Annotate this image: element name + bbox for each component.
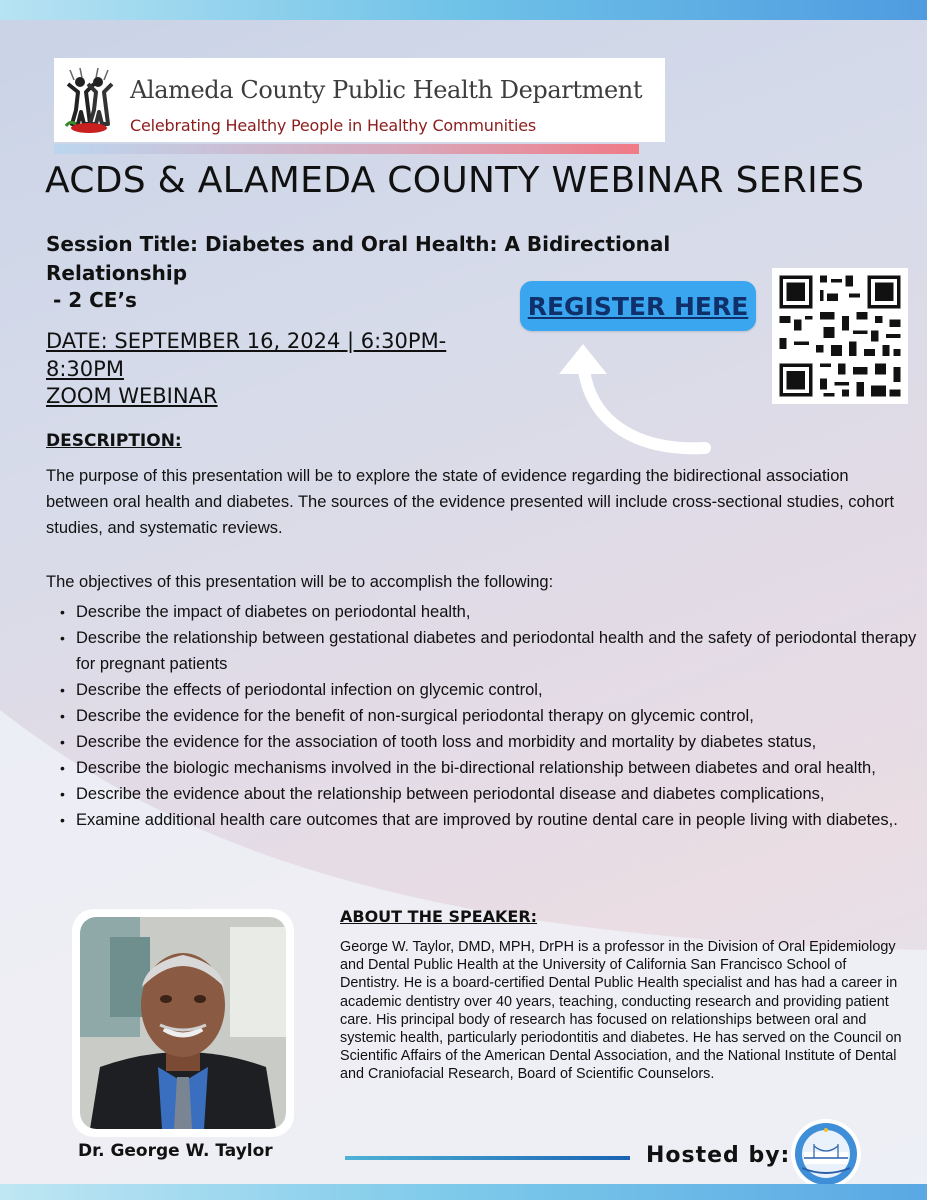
qr-code-icon[interactable] [772, 268, 908, 404]
objective-item: • Describe the evidence about the relationship between periodontal disease and diabetes complications, [76, 781, 927, 807]
objective-item: • Examine additional health care outcomes that are improved by routine dental care in people living with diabetes,. [76, 807, 927, 833]
logo-underline-bar [54, 144, 639, 154]
bottom-accent-bar [0, 1184, 927, 1200]
org-tagline: Celebrating Healthy People in Healthy Communities [130, 116, 537, 135]
speaker-bio: George W. Taylor, DMD, MPH, DrPH is a professor in the Division of Oral Epidemiology and Dental Public Health at the University of California San Francisco School of Dentistry. He is a board-certified Dental Public Health specialist and has had a career in academic dentistry over 40 years, teaching, conducting research and providing patient care. His principal body of research has focused on relationships between oral and systemic health, particularly periodontitis and diabetes. He has served on the Council on Scientific Affairs of the American Dental Association, and the National Institute of Dental and Craniofacial Research, Board of Scientific Counselors. [340, 939, 902, 1083]
objective-item: • Describe the effects of periodontal infection on glycemic control, [76, 677, 927, 703]
objective-item: • Describe the biologic mechanisms involved in the bi-directional relationship between diabetes and oral health, [76, 755, 927, 781]
hosted-divider-line [345, 1156, 630, 1160]
session-title: Session Title: Diabetes and Oral Health: A Bidirectional Relationship [46, 232, 671, 285]
dental-society-logo [790, 1118, 862, 1190]
org-logo-banner [54, 58, 665, 142]
hosted-by-label: Hosted by: [646, 1143, 791, 1168]
description-text: The purpose of this presentation will be to explore the state of evidence regarding the bidirectional association between oral health and diabetes. The sources of the evidence presented will include cross-sectional studies, cohort studies, and systematic reviews. [46, 467, 895, 537]
event-date[interactable]: DATE: SEPTEMBER 16, 2024 | 6:30PM-8:30PM [46, 329, 447, 381]
objective-item: • Describe the evidence for the association of tooth loss and morbidity and mortality by diabetes status, [76, 729, 927, 755]
objectives-list [46, 599, 927, 833]
speaker-name: Dr. George W. Taylor [78, 1141, 273, 1161]
speaker-photo [80, 917, 286, 1129]
org-name: Alameda County Public Health Department [130, 76, 643, 104]
series-title: ACDS & ALAMEDA COUNTY WEBINAR SERIES [45, 160, 865, 201]
objective-item: • Describe the evidence for the benefit of non-surgical periodontal therapy on glycemic control, [76, 703, 927, 729]
objective-item: • Describe the impact of diabetes on periodontal health, [76, 599, 927, 625]
objectives-intro: The objectives of this presentation will be to accomplish the following: [46, 573, 554, 591]
ce-credits: - 2 CE’s [46, 288, 137, 312]
description-heading: DESCRIPTION: [46, 431, 182, 451]
about-speaker-heading: ABOUT THE SPEAKER: [340, 907, 538, 926]
event-location[interactable]: ZOOM WEBINAR [46, 384, 218, 408]
speaker-photo-frame [72, 909, 294, 1137]
objective-item: • Describe the relationship between gestational diabetes and periodontal health and the safety of periodontal therapy for pregnant patients [76, 625, 927, 677]
top-accent-bar [0, 0, 927, 20]
curved-arrow-icon [545, 340, 715, 460]
register-button[interactable]: REGISTER HERE [520, 281, 756, 331]
people-celebrating-icon [60, 66, 118, 134]
